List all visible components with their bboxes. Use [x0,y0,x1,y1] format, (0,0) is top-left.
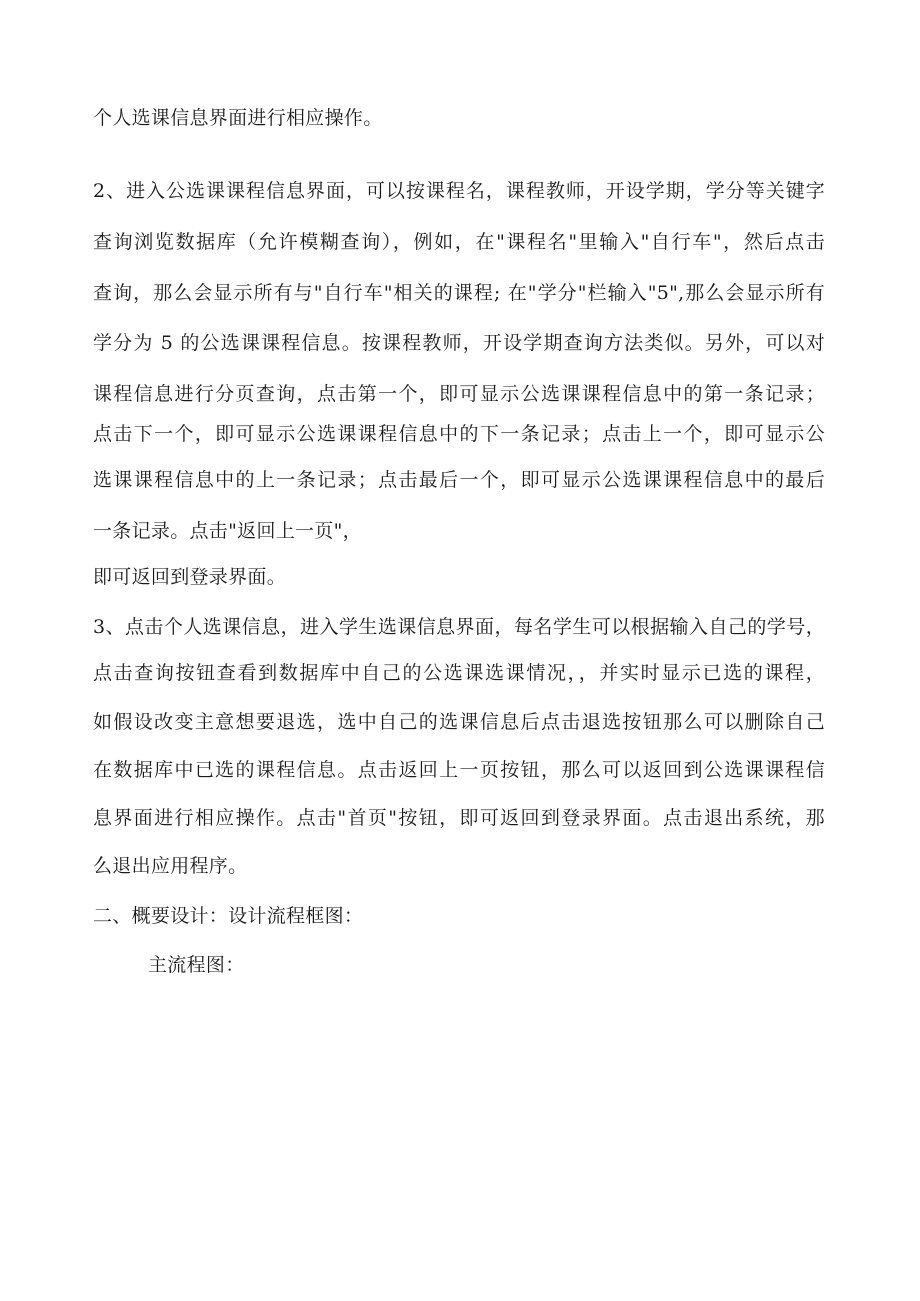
paragraph-line-15: 息界面进行相应操作。点击"首页"按钮，即可返回到登录界面。点击退出系统，那 [93,807,825,829]
paragraph-line-10: 即可返回到登录界面。 [93,566,287,588]
paragraph-line-1: 个人选课信息界面进行相应操作。 [93,107,383,129]
paragraph-line-14: 在数据库中已选的课程信息。点击返回上一页按钮，那么可以返回到公选课课程信 [93,759,825,781]
paragraph-line-6: 课程信息进行分页查询，点击第一个，即可显示公选课课程信息中的第一条记录； [93,383,825,405]
paragraph-line-8: 选课课程信息中的上一条记录；点击最后一个，即可显示公选课课程信息中的最后 [93,469,825,491]
paragraph-line-5: 学分为 5 的公选课课程信息。按课程教师，开设学期查询方法类似。另外，可以对 [93,332,825,354]
section-heading: 二、概要设计：设计流程框图： [93,905,364,927]
paragraph-line-4: 查询，那么会显示所有与"自行车"相关的课程; 在"学分"栏输入"5",那么会显示所有 [93,282,825,304]
paragraph-line-9: 一条记录。点击"返回上一页"， [93,520,362,542]
paragraph-line-12: 点击查询按钮查看到数据库中自己的公选课选课情况，，并实时显示已选的课程， [93,662,825,684]
paragraph-line-2: 2、进入公选课课程信息界面，可以按课程名，课程教师，开设学期，学分等关键字 [93,180,825,202]
paragraph-line-3: 查询浏览数据库（允许模糊查询），例如，在"课程名"里输入"自行车"，然后点击 [93,231,825,253]
paragraph-line-13: 如假设改变主意想要退选，选中自己的选课信息后点击退选按钮那么可以删除自己 [93,711,825,733]
paragraph-line-11: 3、点击个人选课信息，进入学生选课信息界面，每名学生可以根据输入自己的学号， [93,616,825,638]
subsection-heading: 主流程图： [148,954,245,976]
paragraph-line-16: 么退出应用程序。 [93,855,248,877]
paragraph-line-7: 点击下一个，即可显示公选课课程信息中的下一条记录；点击上一个，即可显示公 [93,423,825,445]
